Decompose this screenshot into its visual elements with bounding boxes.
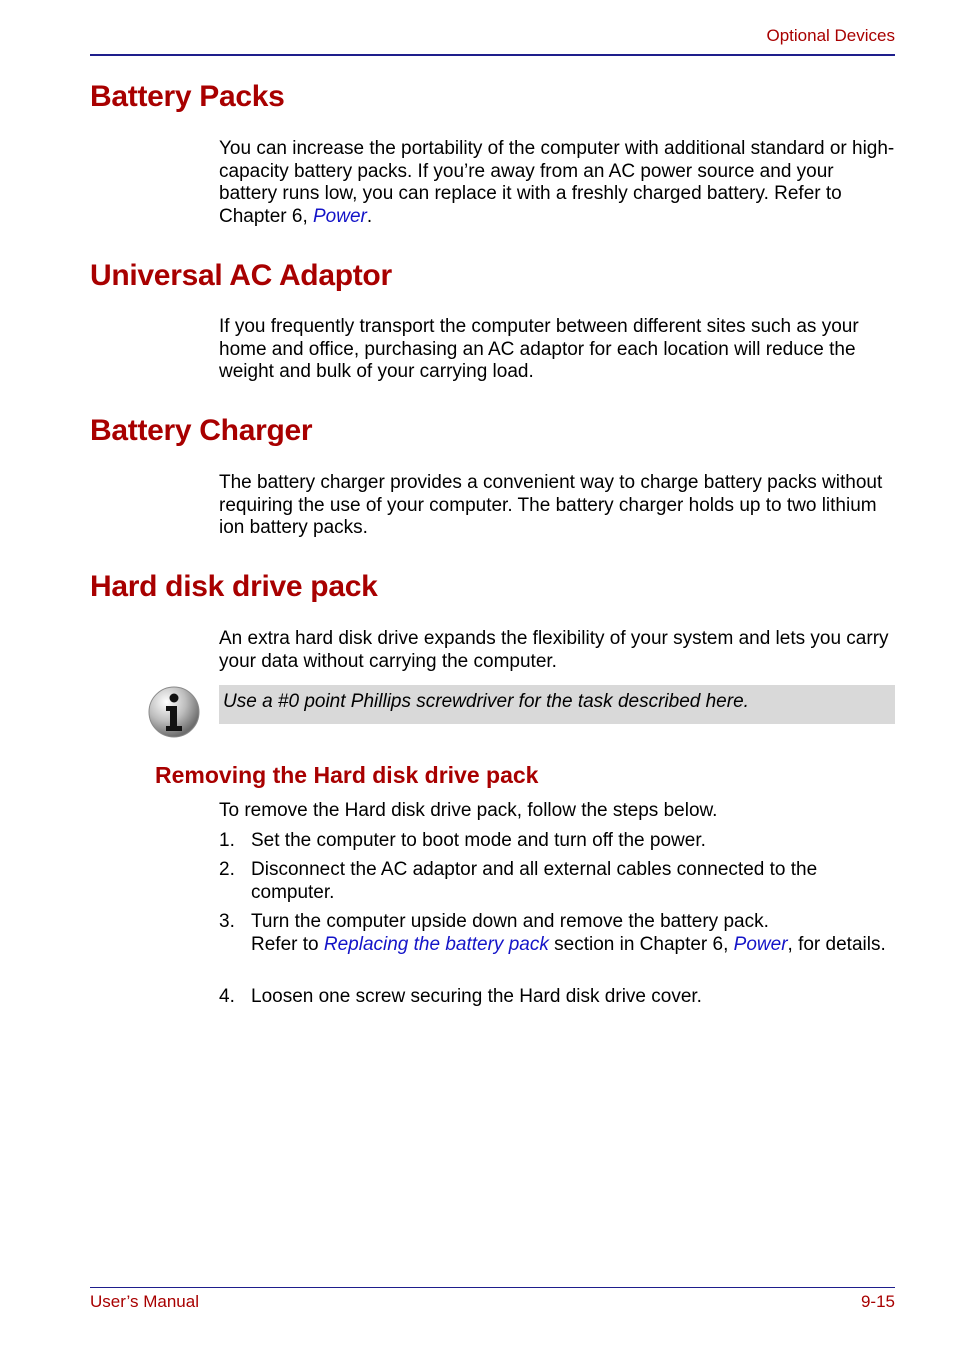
note-box	[219, 685, 895, 724]
step-text	[251, 911, 895, 956]
step-mid-text: section in Chapter 6,	[548, 933, 734, 955]
step-text: Loosen one screw securing the Hard disk drive cover.	[251, 986, 702, 1007]
info-icon	[147, 685, 201, 739]
step-refer-text: Refer to	[251, 933, 324, 955]
header-rule	[90, 54, 895, 56]
battery-packs-paragraph	[219, 138, 895, 229]
footer-manual-title: User’s Manual	[90, 1292, 199, 1311]
step-text: Set the computer to boot mode and turn off the power.	[251, 830, 706, 851]
removal-intro: To remove the Hard disk drive pack, follow the steps below.	[219, 800, 718, 821]
power-link[interactable]: Power	[313, 206, 367, 228]
step-number: 3.	[219, 911, 235, 932]
heading-removing-hdd-pack: Removing the Hard disk drive pack	[155, 762, 539, 788]
hdd-pack-paragraph: An extra hard disk drive expands the flexibility of your system and lets you carry your data without carrying the computer.	[219, 628, 889, 672]
ac-adaptor-paragraph: If you frequently transport the computer between different sites such as your home and office, purchasing an AC adaptor for each location will reduce the weight and bulk of your carrying load.	[219, 316, 859, 383]
step-number: 2.	[219, 859, 235, 880]
step-text: Disconnect the AC adaptor and all external cables connected to the computer.	[251, 859, 818, 903]
heading-universal-ac-adaptor: Universal AC Adaptor	[90, 259, 392, 292]
replacing-battery-pack-link[interactable]: Replacing the battery pack	[323, 933, 549, 955]
step-post-text: , for details.	[787, 933, 886, 955]
battery-packs-tail: .	[366, 206, 373, 228]
step-number: 4.	[219, 986, 235, 1007]
power-link[interactable]: Power	[733, 933, 788, 955]
heading-battery-packs: Battery Packs	[90, 80, 285, 113]
footer-rule	[90, 1287, 895, 1288]
heading-battery-charger: Battery Charger	[90, 414, 313, 447]
page-number: 9-15	[860, 1292, 895, 1311]
step-line: Turn the computer upside down and remove the battery pack.	[251, 911, 769, 932]
step-number: 1.	[219, 830, 235, 851]
running-header: Optional Devices	[766, 26, 895, 45]
note-text: Use a #0 point Phillips screwdriver for the task described here.	[223, 691, 749, 712]
battery-charger-paragraph: The battery charger provides a convenient way to charge battery packs without requiring the use of your computer. The battery charger holds up to two lithium ion battery packs.	[219, 472, 883, 539]
heading-hard-disk-drive-pack: Hard disk drive pack	[90, 570, 378, 603]
battery-packs-text: You can increase the portability of the computer with additional standard or high-capacity battery packs. If you’re away from an AC power source and your battery runs low, you can replace it with a freshly charged battery. Refer to Chapter 6,	[219, 138, 895, 228]
